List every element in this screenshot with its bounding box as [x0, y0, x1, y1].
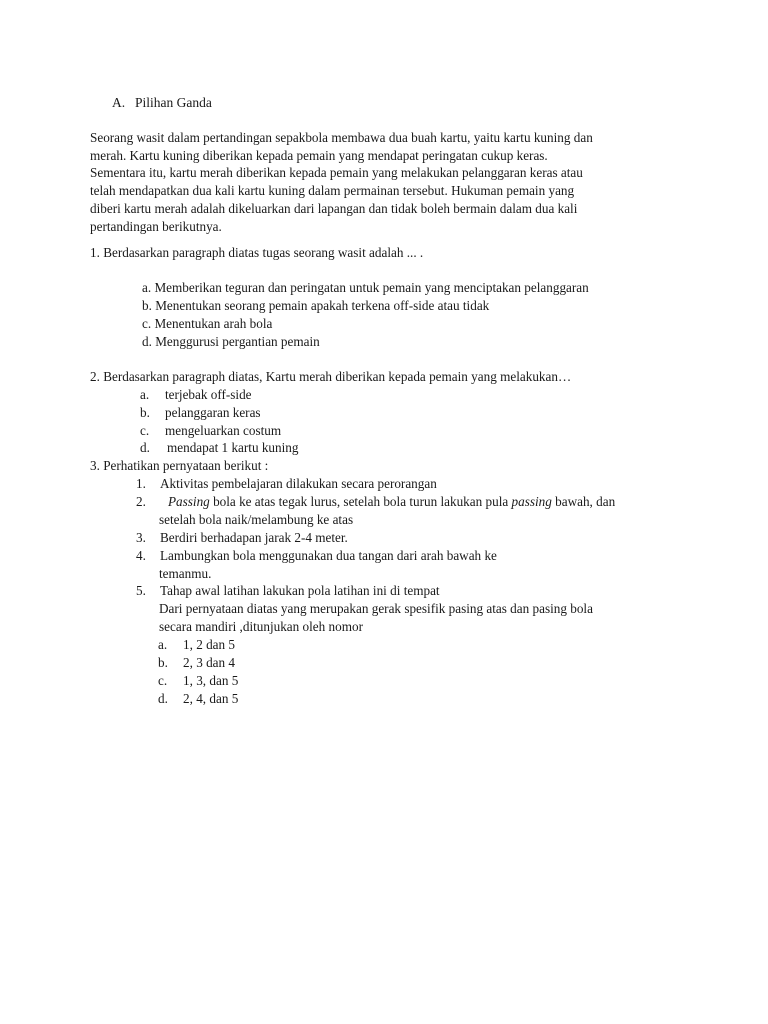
question-1-stem: 1. Berdasarkan paragraph diatas tugas seorang wasit adalah ... .	[90, 245, 424, 260]
q2-option-letter: c.	[140, 423, 150, 438]
passage-line: pertandingan berikutnya.	[90, 219, 222, 234]
passage-line: telah mendapatkan dua kali kartu kuning dalam permainan tersebut. Hukuman pemain yang	[90, 183, 575, 198]
q2-option-letter: d.	[140, 440, 150, 455]
q1-option-c: c. Menentukan arah bola	[142, 316, 273, 331]
statement-segment: bola ke atas tegak lurus, setelah bola turun lakukan pula	[209, 494, 512, 509]
passage-line: diberi kartu merah adalah dikeluarkan dari lapangan dan tidak boleh bermain dalam dua kali	[90, 201, 578, 216]
q3-question-line: secara mandiri ,ditunjukan oleh nomor	[159, 619, 363, 634]
statement-italic: passing	[511, 494, 552, 509]
statement-text: Berdiri berhadapan jarak 2-4 meter.	[160, 530, 348, 545]
q1-option-b: b. Menentukan seorang pemain apakah terkena off-side atau tidak	[142, 298, 490, 313]
section-title: Pilihan Ganda	[135, 95, 212, 110]
statement-number: 5.	[136, 583, 146, 598]
q1-option-d: d. Menggurusi pergantian pemain	[142, 334, 320, 349]
q2-option-text: mengeluarkan costum	[165, 423, 282, 438]
q2-option-text: pelanggaran keras	[165, 405, 261, 420]
q3-option-letter: a.	[158, 637, 168, 652]
passage-line: merah. Kartu kuning diberikan kepada pemain yang mendapat peringatan cukup keras.	[90, 148, 548, 163]
statement-number: 4.	[136, 548, 146, 563]
q3-question-line: Dari pernyataan diatas yang merupakan gerak spesifik pasing atas dan pasing bola	[159, 601, 593, 616]
q3-option-text: 1, 2 dan 5	[183, 637, 236, 652]
statement-italic: Passing	[168, 494, 210, 509]
question-3-stem: 3. Perhatikan pernyataan berikut :	[90, 458, 269, 473]
statement-continuation: temanmu.	[159, 566, 212, 581]
section-letter: A.	[112, 95, 126, 110]
q2-option-letter: a.	[140, 387, 150, 402]
statement-number: 2.	[136, 494, 146, 509]
q3-option-letter: b.	[158, 655, 168, 670]
q3-option-letter: c.	[158, 673, 168, 688]
question-2-stem: 2. Berdasarkan paragraph diatas, Kartu merah diberikan kepada pemain yang melakukan…	[90, 369, 572, 384]
statement-text: Tahap awal latihan lakukan pola latihan ini di tempat	[160, 583, 440, 598]
statement-text: Lambungkan bola menggunakan dua tangan dari arah bawah ke	[160, 548, 497, 563]
q3-option-text: 1, 3, dan 5	[183, 673, 239, 688]
statement-segment: bawah, dan	[551, 494, 616, 509]
statement-text	[168, 493, 615, 511]
q2-option-text: mendapat 1 kartu kuning	[167, 440, 299, 455]
q3-option-letter: d.	[158, 691, 168, 706]
q2-option-letter: b.	[140, 405, 150, 420]
q2-option-text: terjebak off-side	[165, 387, 252, 402]
q3-option-text: 2, 3 dan 4	[183, 655, 236, 670]
statement-text: Aktivitas pembelajaran dilakukan secara perorangan	[160, 476, 437, 491]
statement-continuation: setelah bola naik/melambung ke atas	[159, 512, 354, 527]
q3-option-text: 2, 4, dan 5	[183, 691, 239, 706]
statement-number: 1.	[136, 476, 146, 491]
statement-number: 3.	[136, 530, 146, 545]
passage-line: Sementara itu, kartu merah diberikan kepada pemain yang melakukan pelanggaran keras atau	[90, 165, 583, 180]
passage-line: Seorang wasit dalam pertandingan sepakbola membawa dua buah kartu, yaitu kartu kuning dan	[90, 130, 593, 145]
q1-option-a: a. Memberikan teguran dan peringatan untuk pemain yang menciptakan pelanggaran	[142, 280, 589, 295]
